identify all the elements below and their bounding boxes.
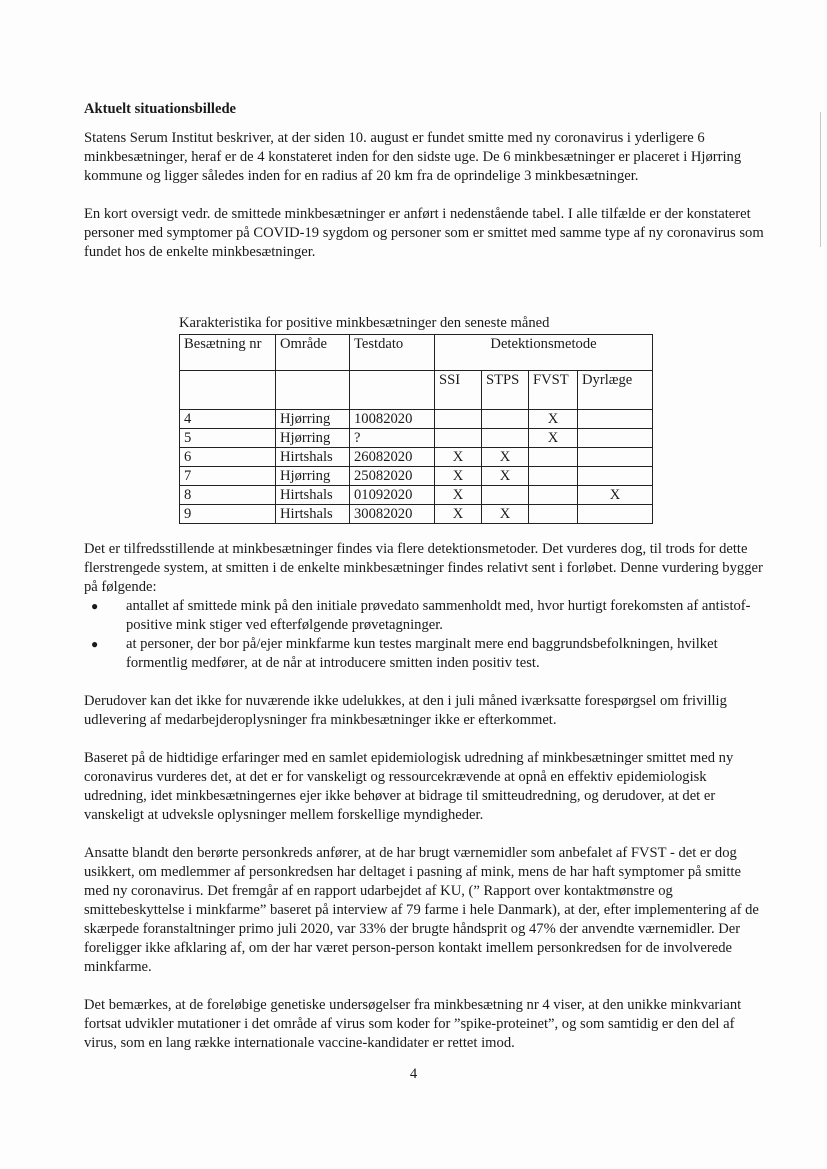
bullet-item [91, 597, 764, 635]
cell-ssi: X [435, 505, 482, 524]
paragraph-detection-assessment: Det er tilfredsstillende at minkbesætninger findes via flere detektionsmetoder. Det vurderes dog, til trods for dette flerstrengede system, at smitten i de enkelte minkbesætninger findes relativt sent i forløbet. Denne vurdering bygger på følgende: [84, 541, 763, 595]
cell-dyrlaege [578, 467, 653, 486]
bullet-icon: ● [91, 599, 99, 613]
paragraph-genetics: Det bemærkes, at de foreløbige genetiske undersøgelser fra minkbesætning nr 4 viser, at den unikke minkvariant fortsat udvikler mutationer i det område af virus som koder for ”spike-proteinet”, og som samtidig er den del af virus, som en lang række internationale vaccine-kandidater er rettet imod. [84, 997, 742, 1051]
assessment-bullet-list [84, 597, 764, 673]
cell-stps [482, 486, 529, 505]
subheader-empty [350, 371, 435, 410]
paragraph-protective-equipment: Ansatte blandt den berørte personkreds anfører, at de har brugt værnemidler som anbefalet af FVST - det er dog usikkert, om medlemmer af personkredsen har deltaget i pasning af mink, mens de har haft symptomer på smitte med ny coronavirus. Det fremgår af en rapport udarbejdet af KU, (” Rapport over kontaktmønstre og smittebeskyttelse i minkfarme” baseret på interview af 79 farme i hele Danmark), at der, efter implementering af de skærpede foranstaltninger primo juli 2020, var 33% der brugte håndsprit og 47% der anvendte værnemidler. Der foreligger ikke afklaring af, om der har været person-person kontakt imellem personkredsen for de involverede minkfarme. [84, 845, 759, 975]
bullet-icon: ● [91, 637, 99, 651]
paragraph-intro: Statens Serum Institut beskriver, at der siden 10. august er fundet smitte med ny coronavirus i yderligere 6 minkbesætninger, heraf er de 4 konstateret inden for den sidste uge. De 6 minkbesætninger er placeret i Hjørring kommune og ligger således inden for en radius af 20 km fra de oprindelige 3 minkbesætninger. [84, 130, 742, 184]
cell-fvst: X [529, 410, 578, 429]
cell-ssi [435, 429, 482, 448]
cell-ssi: X [435, 467, 482, 486]
header-stps: STPS [482, 371, 529, 410]
table-caption: Karakteristika for positive minkbesætninger den seneste måned [179, 315, 550, 331]
cell-ssi: X [435, 448, 482, 467]
cell-nr: 8 [180, 486, 276, 505]
cell-dyrlaege [578, 410, 653, 429]
detection-table [179, 334, 653, 524]
cell-fvst [529, 486, 578, 505]
cell-nr: 4 [180, 410, 276, 429]
cell-fvst [529, 505, 578, 524]
cell-ssi: X [435, 486, 482, 505]
paragraph-table-intro: En kort oversigt vedr. de smittede minkbesætninger er anført i nedenstående tabel. I alle tilfælde er der konstateret personer med symptomer på COVID-19 sygdom og personer som er smittet med samme type af ny coronavirus som fundet hos de enkelte minkbesætninger. [84, 206, 764, 260]
paragraph-epidemiology: Baseret på de hidtidige erfaringer med en samlet epidemiologisk udredning af minkbesætninger smittet med ny coronavirus vurderes det, at det er for vanskeligt og ressourcekrævende at opnå en effektiv epidemiologisk udredning, idet minkbesætningernes ejer ikke behøver at bidrage til smitteudredning, og derudover, at det er vanskeligt at udveksle oplysninger mellem forskellige myndigheder. [84, 750, 734, 823]
cell-omraade: Hjørring [276, 429, 350, 448]
cell-testdato: ? [350, 429, 435, 448]
cell-nr: 7 [180, 467, 276, 486]
cell-ssi [435, 410, 482, 429]
cell-testdato: 10082020 [350, 410, 435, 429]
cell-omraade: Hirtshals [276, 448, 350, 467]
cell-fvst: X [529, 429, 578, 448]
cell-omraade: Hjørring [276, 467, 350, 486]
table-row [180, 429, 653, 448]
scan-edge-artifact [820, 112, 821, 247]
subheader-empty [276, 371, 350, 410]
cell-omraade: Hjørring [276, 410, 350, 429]
paragraph-employee-data: Derudover kan det ikke for nuværende ikke udelukkes, at den i juli måned iværksatte forespørgsel om frivillig udlevering af medarbejderoplysninger fra minkbesætninger ikke er efterkommet. [84, 693, 727, 728]
cell-stps [482, 410, 529, 429]
cell-dyrlaege [578, 448, 653, 467]
cell-stps: X [482, 467, 529, 486]
header-detektionsmetode: Detektionsmetode [435, 335, 653, 371]
header-fvst: FVST [529, 371, 578, 410]
cell-nr: 9 [180, 505, 276, 524]
subheader-empty [180, 371, 276, 410]
header-testdato: Testdato [350, 335, 435, 371]
detection-table-block [179, 314, 652, 524]
cell-dyrlaege [578, 429, 653, 448]
table-row [180, 467, 653, 486]
table-subheader-row [180, 371, 653, 410]
bullet-item [91, 635, 764, 673]
cell-testdato: 01092020 [350, 486, 435, 505]
cell-stps [482, 429, 529, 448]
cell-stps: X [482, 448, 529, 467]
page-content [84, 100, 764, 262]
header-omraade: Område [276, 335, 350, 371]
table-row [180, 410, 653, 429]
bullet-text: antallet af smittede mink på den initiale prøvedato sammenholdt med, hvor hurtigt forekomsten af antistof-positive mink stiger ved efterfølgende prøvetagninger. [126, 598, 751, 633]
cell-testdato: 25082020 [350, 467, 435, 486]
page-content-lower [84, 540, 764, 1072]
cell-stps: X [482, 505, 529, 524]
cell-nr: 6 [180, 448, 276, 467]
cell-omraade: Hirtshals [276, 505, 350, 524]
cell-fvst [529, 448, 578, 467]
cell-dyrlaege: X [578, 486, 653, 505]
table-row [180, 505, 653, 524]
section-heading: Aktuelt situationsbillede [84, 101, 237, 117]
cell-testdato: 30082020 [350, 505, 435, 524]
header-besaetning: Besætning nr [180, 335, 276, 371]
cell-dyrlaege [578, 505, 653, 524]
cell-nr: 5 [180, 429, 276, 448]
page-number: 4 [409, 1066, 418, 1082]
header-dyrlaege: Dyrlæge [578, 371, 653, 410]
header-ssi: SSI [435, 371, 482, 410]
cell-fvst [529, 467, 578, 486]
cell-testdato: 26082020 [350, 448, 435, 467]
table-row [180, 486, 653, 505]
bullet-text: at personer, der bor på/ejer minkfarme kun testes marginalt mere end baggrundsbefolkningen, hvilket formentlig medfører, at de når at introducere smitten inden positiv test. [126, 636, 718, 671]
cell-omraade: Hirtshals [276, 486, 350, 505]
table-header-row [180, 335, 653, 371]
table-row [180, 448, 653, 467]
